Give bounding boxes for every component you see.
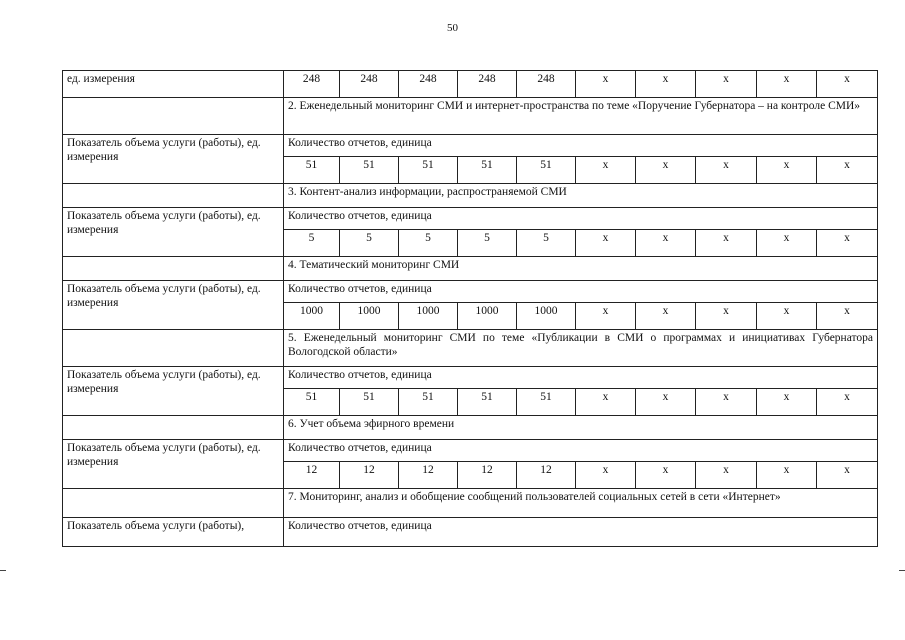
section-title-row [63, 257, 878, 281]
value-cell: x [576, 389, 636, 416]
value-cell: x [757, 303, 817, 330]
value-cell: 1000 [284, 303, 340, 330]
value-cell: 51 [399, 389, 458, 416]
value-cell: 5 [284, 230, 340, 257]
section-title: 4. Тематический мониторинг СМИ [284, 257, 878, 281]
value-cell: x [757, 157, 817, 184]
count-label: Количество отчетов, единица [284, 518, 878, 547]
value-cell: 51 [340, 389, 399, 416]
value-cell: 51 [458, 389, 517, 416]
value-cell: 51 [458, 157, 517, 184]
right-edge-mark [899, 570, 905, 571]
value-cell: x [817, 71, 878, 98]
value-cell: x [817, 230, 878, 257]
count-label: Количество отчетов, единица [284, 281, 878, 303]
value-cell: 5 [458, 230, 517, 257]
table-row [63, 135, 878, 157]
section-title: 5. Еженедельный мониторинг СМИ по теме «Публикации в СМИ о программах и инициативах Губернатора Вологодской области» [284, 330, 878, 367]
section-title: 2. Еженедельный мониторинг СМИ и интернет-пространства по теме «Поручение Губернатора – на контроле СМИ» [284, 98, 878, 135]
value-cell: x [757, 389, 817, 416]
value-cell: 12 [340, 462, 399, 489]
value-cell: 51 [340, 157, 399, 184]
section-title-row [63, 330, 878, 367]
section-title: 6. Учет объема эфирного времени [284, 416, 878, 440]
value-cell: 5 [517, 230, 576, 257]
value-cell: 12 [284, 462, 340, 489]
unit-label: ед. измерения [63, 71, 284, 98]
table-row [63, 367, 878, 389]
indicator-table [62, 70, 878, 547]
count-label: Количество отчетов, единица [284, 135, 878, 157]
value-cell: x [576, 71, 636, 98]
value-cell: x [696, 389, 757, 416]
value-cell: 1000 [399, 303, 458, 330]
left-edge-mark [0, 570, 6, 571]
value-cell: 51 [284, 157, 340, 184]
count-label: Количество отчетов, единица [284, 208, 878, 230]
indicator-label: Показатель объема услуги (работы), [63, 518, 284, 547]
page-number: 50 [447, 22, 458, 34]
value-cell: 248 [458, 71, 517, 98]
indicator-label: Показатель объема услуги (работы), ед. измерения [63, 367, 284, 416]
indicator-label: Показатель объема услуги (работы), ед. измерения [63, 281, 284, 330]
value-cell: x [576, 230, 636, 257]
value-cell: x [757, 462, 817, 489]
value-cell: 1000 [517, 303, 576, 330]
indicator-label: Показатель объема услуги (работы), ед. измерения [63, 135, 284, 184]
value-cell: 12 [399, 462, 458, 489]
value-cell: 51 [517, 157, 576, 184]
table-row [63, 281, 878, 303]
value-cell: x [696, 230, 757, 257]
value-cell: 12 [517, 462, 576, 489]
value-cell: x [576, 157, 636, 184]
value-cell: 5 [340, 230, 399, 257]
value-cell: 248 [284, 71, 340, 98]
section-title: 3. Контент-анализ информации, распространяемой СМИ [284, 184, 878, 208]
section-title-row [63, 98, 878, 135]
indicator-label: Показатель объема услуги (работы), ед. измерения [63, 440, 284, 489]
value-cell: x [696, 157, 757, 184]
value-cell: x [636, 157, 696, 184]
value-cell: x [636, 230, 696, 257]
table-row [63, 440, 878, 462]
value-cell: 1000 [458, 303, 517, 330]
value-cell: x [636, 389, 696, 416]
value-cell: x [636, 462, 696, 489]
value-cell: x [696, 303, 757, 330]
value-cell: x [576, 462, 636, 489]
value-cell: x [817, 303, 878, 330]
value-cell: x [636, 303, 696, 330]
section-title-row [63, 184, 878, 208]
value-cell: x [757, 230, 817, 257]
value-cell: x [696, 71, 757, 98]
section-title-row [63, 489, 878, 518]
value-cell: 248 [340, 71, 399, 98]
count-label: Количество отчетов, единица [284, 367, 878, 389]
section-title-row [63, 416, 878, 440]
value-cell: x [817, 462, 878, 489]
value-cell: 248 [517, 71, 576, 98]
section-title: 7. Мониторинг, анализ и обобщение сообщений пользователей социальных сетей в сети «Интернет» [284, 489, 878, 518]
value-cell: x [696, 462, 757, 489]
table-row [63, 518, 878, 547]
table-row [63, 208, 878, 230]
value-cell: x [817, 389, 878, 416]
value-cell: 51 [284, 389, 340, 416]
value-cell: 12 [458, 462, 517, 489]
value-cell: 51 [517, 389, 576, 416]
value-cell: 51 [399, 157, 458, 184]
value-cell: 248 [399, 71, 458, 98]
table-row [63, 71, 878, 98]
value-cell: x [636, 71, 696, 98]
value-cell: 5 [399, 230, 458, 257]
value-cell: x [817, 157, 878, 184]
value-cell: x [757, 71, 817, 98]
indicator-label: Показатель объема услуги (работы), ед. измерения [63, 208, 284, 257]
value-cell: x [576, 303, 636, 330]
count-label: Количество отчетов, единица [284, 440, 878, 462]
value-cell: 1000 [340, 303, 399, 330]
